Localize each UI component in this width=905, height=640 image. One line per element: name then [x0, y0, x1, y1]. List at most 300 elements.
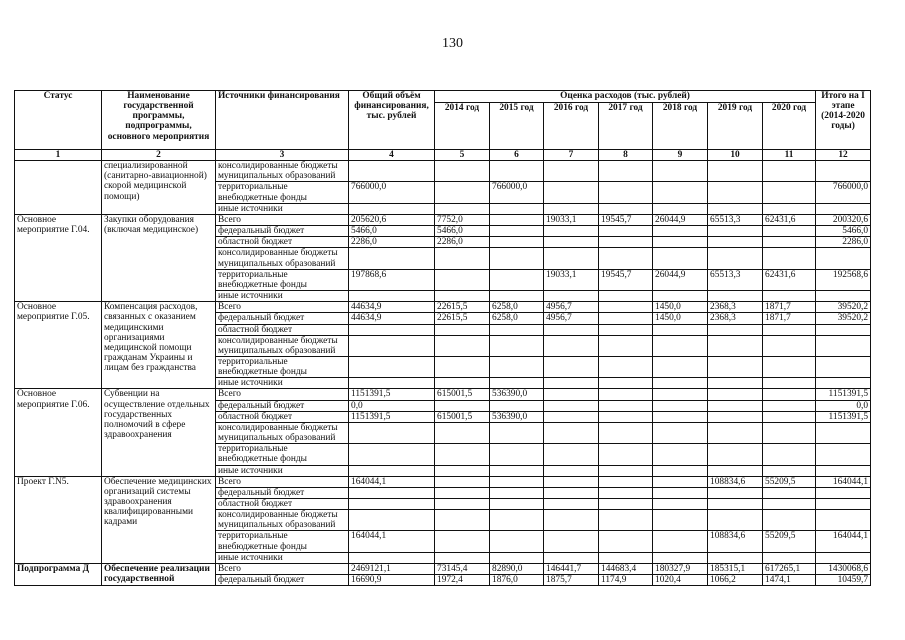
row-total: [349, 422, 435, 443]
row-year-value: [653, 487, 708, 498]
column-number: 9: [653, 150, 708, 161]
header-year: 2019 год: [708, 103, 763, 150]
row-result: [816, 248, 871, 269]
row-year-value: 55209,5: [763, 531, 816, 552]
row-source: Всего: [216, 214, 349, 225]
row-source: консолидированные бюджеты муниципальных образований: [216, 422, 349, 443]
row-year-value: 617265,1: [763, 563, 816, 574]
row-year-value: [599, 487, 653, 498]
row-year-value: 22615,5: [435, 313, 490, 324]
row-year-value: [763, 203, 816, 214]
row-result: 5466,0: [816, 226, 871, 237]
row-year-value: 4956,7: [544, 313, 599, 324]
row-year-value: [435, 552, 490, 563]
row-year-value: [708, 499, 763, 510]
row-total: [349, 465, 435, 476]
row-name: Обеспечение реализации государственной: [102, 563, 216, 585]
page-number: 130: [442, 36, 463, 51]
row-year-value: 536390,0: [490, 389, 544, 400]
row-source: Всего: [216, 476, 349, 487]
row-year-value: [490, 269, 544, 290]
row-year-value: 26044,9: [653, 214, 708, 225]
header-year: 2018 год: [653, 103, 708, 150]
row-status: Основное мероприятие Г.05.: [15, 302, 102, 389]
header-year: 2015 год: [490, 103, 544, 150]
row-year-value: [653, 389, 708, 400]
row-year-value: 108834,6: [708, 531, 763, 552]
row-year-value: [599, 378, 653, 389]
row-year-value: [490, 161, 544, 182]
row-year-value: [435, 422, 490, 443]
row-year-value: [653, 531, 708, 552]
row-year-value: [599, 161, 653, 182]
row-source: иные источники: [216, 378, 349, 389]
row-status: Основное мероприятие Г.04.: [15, 214, 102, 301]
row-year-value: 65513,3: [708, 269, 763, 290]
header-year: 2014 год: [435, 103, 490, 150]
row-result: 1430068,6: [816, 563, 871, 574]
row-year-value: [435, 203, 490, 214]
row-year-value: [490, 291, 544, 302]
row-result: 10459,7: [816, 575, 871, 586]
row-year-value: 73145,4: [435, 563, 490, 574]
row-year-value: [599, 389, 653, 400]
row-year-value: [653, 248, 708, 269]
row-year-value: [435, 161, 490, 182]
row-year-value: [544, 422, 599, 443]
row-year-value: 2368,3: [708, 313, 763, 324]
row-year-value: [490, 214, 544, 225]
row-year-value: [490, 444, 544, 465]
row-status: [15, 161, 102, 215]
row-year-value: [599, 226, 653, 237]
row-year-value: 1020,4: [653, 575, 708, 586]
row-source: территориальные внебюджетные фонды: [216, 531, 349, 552]
row-source: областной бюджет: [216, 499, 349, 510]
row-year-value: [435, 378, 490, 389]
row-total: [349, 291, 435, 302]
row-year-value: [763, 356, 816, 377]
row-year-value: 19545,7: [599, 214, 653, 225]
column-number-row: [15, 150, 871, 161]
row-result: 200320,6: [816, 214, 871, 225]
row-year-value: 65513,3: [708, 214, 763, 225]
row-status: Основное мероприятие Г.06.: [15, 389, 102, 476]
row-year-value: [544, 499, 599, 510]
row-year-value: 1875,7: [544, 575, 599, 586]
column-number: 3: [216, 150, 349, 161]
table-row: [15, 389, 871, 400]
row-year-value: [599, 248, 653, 269]
row-year-value: [763, 552, 816, 563]
row-source: консолидированные бюджеты муниципальных образований: [216, 248, 349, 269]
row-year-value: 1474,1: [763, 575, 816, 586]
row-year-value: 766000,0: [490, 182, 544, 203]
row-year-value: [763, 465, 816, 476]
row-year-value: [435, 269, 490, 290]
row-year-value: [599, 552, 653, 563]
row-year-value: [544, 237, 599, 248]
row-year-value: [544, 510, 599, 531]
row-result: [816, 487, 871, 498]
row-year-value: [708, 444, 763, 465]
row-source: федеральный бюджет: [216, 226, 349, 237]
row-year-value: [599, 182, 653, 203]
row-year-value: 19033,1: [544, 269, 599, 290]
header-status: Статус: [15, 91, 102, 150]
row-total: 164044,1: [349, 476, 435, 487]
row-year-value: [544, 335, 599, 356]
row-result: [816, 291, 871, 302]
row-result: [816, 335, 871, 356]
row-year-value: [763, 324, 816, 335]
row-year-value: 19545,7: [599, 269, 653, 290]
row-year-value: [490, 356, 544, 377]
row-year-value: [599, 531, 653, 552]
header-year: 2020 год: [763, 103, 816, 150]
row-year-value: [435, 335, 490, 356]
header-sources: Источники финансирования: [216, 91, 349, 150]
row-result: [816, 510, 871, 531]
row-year-value: [599, 237, 653, 248]
row-year-value: [653, 378, 708, 389]
row-year-value: [763, 291, 816, 302]
row-year-value: [653, 291, 708, 302]
row-source: территориальные внебюджетные фонды: [216, 444, 349, 465]
row-name: Обеспечение медицинских организаций системы здравоохранения квалифицированными кадрами: [102, 476, 216, 563]
row-status: Подпрограмма Д: [15, 563, 102, 585]
row-year-value: [490, 476, 544, 487]
row-year-value: [544, 487, 599, 498]
row-year-value: [544, 203, 599, 214]
header-estimate: Оценка расходов (тыс. рублей): [435, 91, 816, 103]
row-year-value: 4956,7: [544, 302, 599, 313]
row-total: 5466,0: [349, 226, 435, 237]
row-year-value: [599, 203, 653, 214]
row-total: 16690,9: [349, 575, 435, 586]
row-year-value: 55209,5: [763, 476, 816, 487]
row-year-value: [708, 510, 763, 531]
row-year-value: [763, 182, 816, 203]
row-year-value: 1871,7: [763, 302, 816, 313]
row-status: Проект Г.N5.: [15, 476, 102, 563]
row-total: 2469121,1: [349, 563, 435, 574]
row-year-value: [435, 324, 490, 335]
row-year-value: [599, 302, 653, 313]
row-year-value: [763, 499, 816, 510]
budget-table: [14, 90, 871, 586]
row-total: [349, 161, 435, 182]
row-source: территориальные внебюджетные фонды: [216, 269, 349, 290]
row-year-value: 144683,4: [599, 563, 653, 574]
row-year-value: [544, 411, 599, 422]
row-year-value: 2368,3: [708, 302, 763, 313]
table-body: [15, 161, 871, 586]
row-source: территориальные внебюджетные фонды: [216, 356, 349, 377]
row-year-value: [490, 226, 544, 237]
row-year-value: [763, 378, 816, 389]
row-year-value: 7752,0: [435, 214, 490, 225]
row-year-value: 185315,1: [708, 563, 763, 574]
row-year-value: [763, 226, 816, 237]
row-total: 197868,6: [349, 269, 435, 290]
row-year-value: [435, 400, 490, 411]
row-year-value: [708, 487, 763, 498]
row-year-value: [653, 400, 708, 411]
row-source: иные источники: [216, 552, 349, 563]
row-year-value: [653, 552, 708, 563]
row-year-value: 615001,5: [435, 389, 490, 400]
row-year-value: 615001,5: [435, 411, 490, 422]
row-year-value: [490, 378, 544, 389]
row-year-value: 180327,9: [653, 563, 708, 574]
row-source: областной бюджет: [216, 237, 349, 248]
row-source: Всего: [216, 563, 349, 574]
row-year-value: [435, 182, 490, 203]
row-year-value: 62431,6: [763, 214, 816, 225]
row-year-value: [653, 324, 708, 335]
row-year-value: [763, 161, 816, 182]
row-year-value: [708, 291, 763, 302]
row-year-value: [544, 378, 599, 389]
row-year-value: [544, 389, 599, 400]
row-year-value: [435, 465, 490, 476]
table-row: [15, 161, 871, 182]
row-total: 164044,1: [349, 531, 435, 552]
row-year-value: [708, 422, 763, 443]
row-year-value: [653, 335, 708, 356]
row-year-value: [490, 203, 544, 214]
row-year-value: [599, 444, 653, 465]
row-total: 205620,6: [349, 214, 435, 225]
row-year-value: [763, 335, 816, 356]
column-number: 11: [763, 150, 816, 161]
row-year-value: [435, 510, 490, 531]
row-year-value: [544, 465, 599, 476]
row-year-value: [653, 499, 708, 510]
row-total: [349, 378, 435, 389]
row-year-value: [708, 552, 763, 563]
row-source: Всего: [216, 389, 349, 400]
row-year-value: [544, 444, 599, 465]
row-total: 2286,0: [349, 237, 435, 248]
row-source: иные источники: [216, 291, 349, 302]
row-year-value: [708, 182, 763, 203]
row-year-value: 146441,7: [544, 563, 599, 574]
row-source: иные источники: [216, 465, 349, 476]
row-year-value: [653, 161, 708, 182]
row-year-value: 108834,6: [708, 476, 763, 487]
row-year-value: [708, 356, 763, 377]
row-total: [349, 552, 435, 563]
row-year-value: [544, 291, 599, 302]
row-year-value: [544, 324, 599, 335]
column-number: 5: [435, 150, 490, 161]
row-year-value: 536390,0: [490, 411, 544, 422]
row-year-value: [763, 389, 816, 400]
row-year-value: [435, 248, 490, 269]
row-result: 0,0: [816, 400, 871, 411]
row-year-value: [490, 552, 544, 563]
row-year-value: [708, 411, 763, 422]
row-year-value: [435, 499, 490, 510]
row-year-value: [544, 400, 599, 411]
row-year-value: [490, 510, 544, 531]
row-result: [816, 444, 871, 465]
row-result: [816, 465, 871, 476]
row-total: [349, 248, 435, 269]
row-year-value: [653, 465, 708, 476]
row-source: консолидированные бюджеты муниципальных образований: [216, 335, 349, 356]
header-year: 2016 год: [544, 103, 599, 150]
row-year-value: 1450,0: [653, 302, 708, 313]
row-result: [816, 378, 871, 389]
row-year-value: [599, 324, 653, 335]
row-year-value: [544, 552, 599, 563]
row-total: [349, 487, 435, 498]
row-year-value: 62431,6: [763, 269, 816, 290]
column-number: 7: [544, 150, 599, 161]
column-number: 4: [349, 150, 435, 161]
row-year-value: [599, 411, 653, 422]
row-year-value: [599, 499, 653, 510]
row-year-value: [653, 411, 708, 422]
header-result: Итого на I этапе (2014-2020 годы): [816, 91, 871, 150]
row-result: [816, 552, 871, 563]
row-year-value: 1972,4: [435, 575, 490, 586]
row-result: 164044,1: [816, 531, 871, 552]
row-year-value: [653, 356, 708, 377]
row-year-value: [435, 291, 490, 302]
row-result: 39520,2: [816, 302, 871, 313]
row-year-value: [490, 237, 544, 248]
row-year-value: [763, 422, 816, 443]
row-source: федеральный бюджет: [216, 313, 349, 324]
row-year-value: [708, 226, 763, 237]
row-total: 44634,9: [349, 302, 435, 313]
row-result: [816, 161, 871, 182]
row-year-value: [544, 356, 599, 377]
row-year-value: 1876,0: [490, 575, 544, 586]
row-source: территориальные внебюджетные фонды: [216, 182, 349, 203]
row-result: [816, 356, 871, 377]
column-number: 2: [102, 150, 216, 161]
header-year: 2017 год: [599, 103, 653, 150]
row-year-value: [653, 203, 708, 214]
row-year-value: 82890,0: [490, 563, 544, 574]
row-year-value: [490, 465, 544, 476]
row-year-value: [763, 411, 816, 422]
column-number: 8: [599, 150, 653, 161]
row-year-value: [653, 476, 708, 487]
row-year-value: [435, 444, 490, 465]
row-year-value: [435, 531, 490, 552]
row-year-value: [599, 422, 653, 443]
row-year-value: [708, 400, 763, 411]
row-total: [349, 335, 435, 356]
column-number: 12: [816, 150, 871, 161]
row-year-value: 6258,0: [490, 313, 544, 324]
row-result: [816, 203, 871, 214]
table-row: [15, 302, 871, 313]
row-year-value: [599, 313, 653, 324]
row-year-value: [435, 476, 490, 487]
row-year-value: [544, 182, 599, 203]
column-number: 6: [490, 150, 544, 161]
row-year-value: 1871,7: [763, 313, 816, 324]
row-year-value: [763, 510, 816, 531]
row-year-value: [708, 248, 763, 269]
row-year-value: [599, 476, 653, 487]
row-total: 1151391,5: [349, 411, 435, 422]
row-total: [349, 510, 435, 531]
row-year-value: [708, 335, 763, 356]
row-year-value: [490, 531, 544, 552]
row-year-value: [435, 487, 490, 498]
row-total: [349, 356, 435, 377]
row-year-value: [708, 324, 763, 335]
row-year-value: [763, 237, 816, 248]
row-source: областной бюджет: [216, 411, 349, 422]
row-year-value: [653, 182, 708, 203]
row-source: консолидированные бюджеты муниципальных образований: [216, 161, 349, 182]
row-year-value: [599, 465, 653, 476]
row-source: Всего: [216, 302, 349, 313]
row-total: [349, 203, 435, 214]
table-row: [15, 476, 871, 487]
row-result: 1151391,5: [816, 411, 871, 422]
row-year-value: 1174,9: [599, 575, 653, 586]
row-result: [816, 499, 871, 510]
row-name: специализированной (санитарно-авиационной) скорой медицинской помощи): [102, 161, 216, 215]
row-source: федеральный бюджет: [216, 400, 349, 411]
row-year-value: [763, 444, 816, 465]
table-row: [15, 563, 871, 574]
row-source: федеральный бюджет: [216, 575, 349, 586]
row-total: 1151391,5: [349, 389, 435, 400]
row-source: консолидированные бюджеты муниципальных образований: [216, 510, 349, 531]
row-year-value: [544, 531, 599, 552]
row-result: 164044,1: [816, 476, 871, 487]
row-year-value: [653, 422, 708, 443]
row-result: 766000,0: [816, 182, 871, 203]
row-year-value: [763, 487, 816, 498]
row-year-value: [653, 237, 708, 248]
row-result: 39520,2: [816, 313, 871, 324]
row-year-value: [708, 237, 763, 248]
column-number: 1: [15, 150, 102, 161]
row-year-value: [599, 335, 653, 356]
row-year-value: [599, 510, 653, 531]
row-total: [349, 444, 435, 465]
row-result: [816, 422, 871, 443]
row-source: областной бюджет: [216, 324, 349, 335]
header-total: Общий объём финансирования, тыс. рублей: [349, 91, 435, 150]
row-year-value: 2286,0: [435, 237, 490, 248]
row-name: Субвенции на осуществление отдельных государственных полномочий в сфере здравоохранения: [102, 389, 216, 476]
column-number: 10: [708, 150, 763, 161]
row-year-value: [708, 465, 763, 476]
row-year-value: [653, 226, 708, 237]
table-row: [15, 214, 871, 225]
row-year-value: [763, 400, 816, 411]
row-source: федеральный бюджет: [216, 487, 349, 498]
row-year-value: 5466,0: [435, 226, 490, 237]
row-year-value: [708, 203, 763, 214]
row-year-value: [490, 499, 544, 510]
row-total: 0,0: [349, 400, 435, 411]
row-year-value: 1066,2: [708, 575, 763, 586]
